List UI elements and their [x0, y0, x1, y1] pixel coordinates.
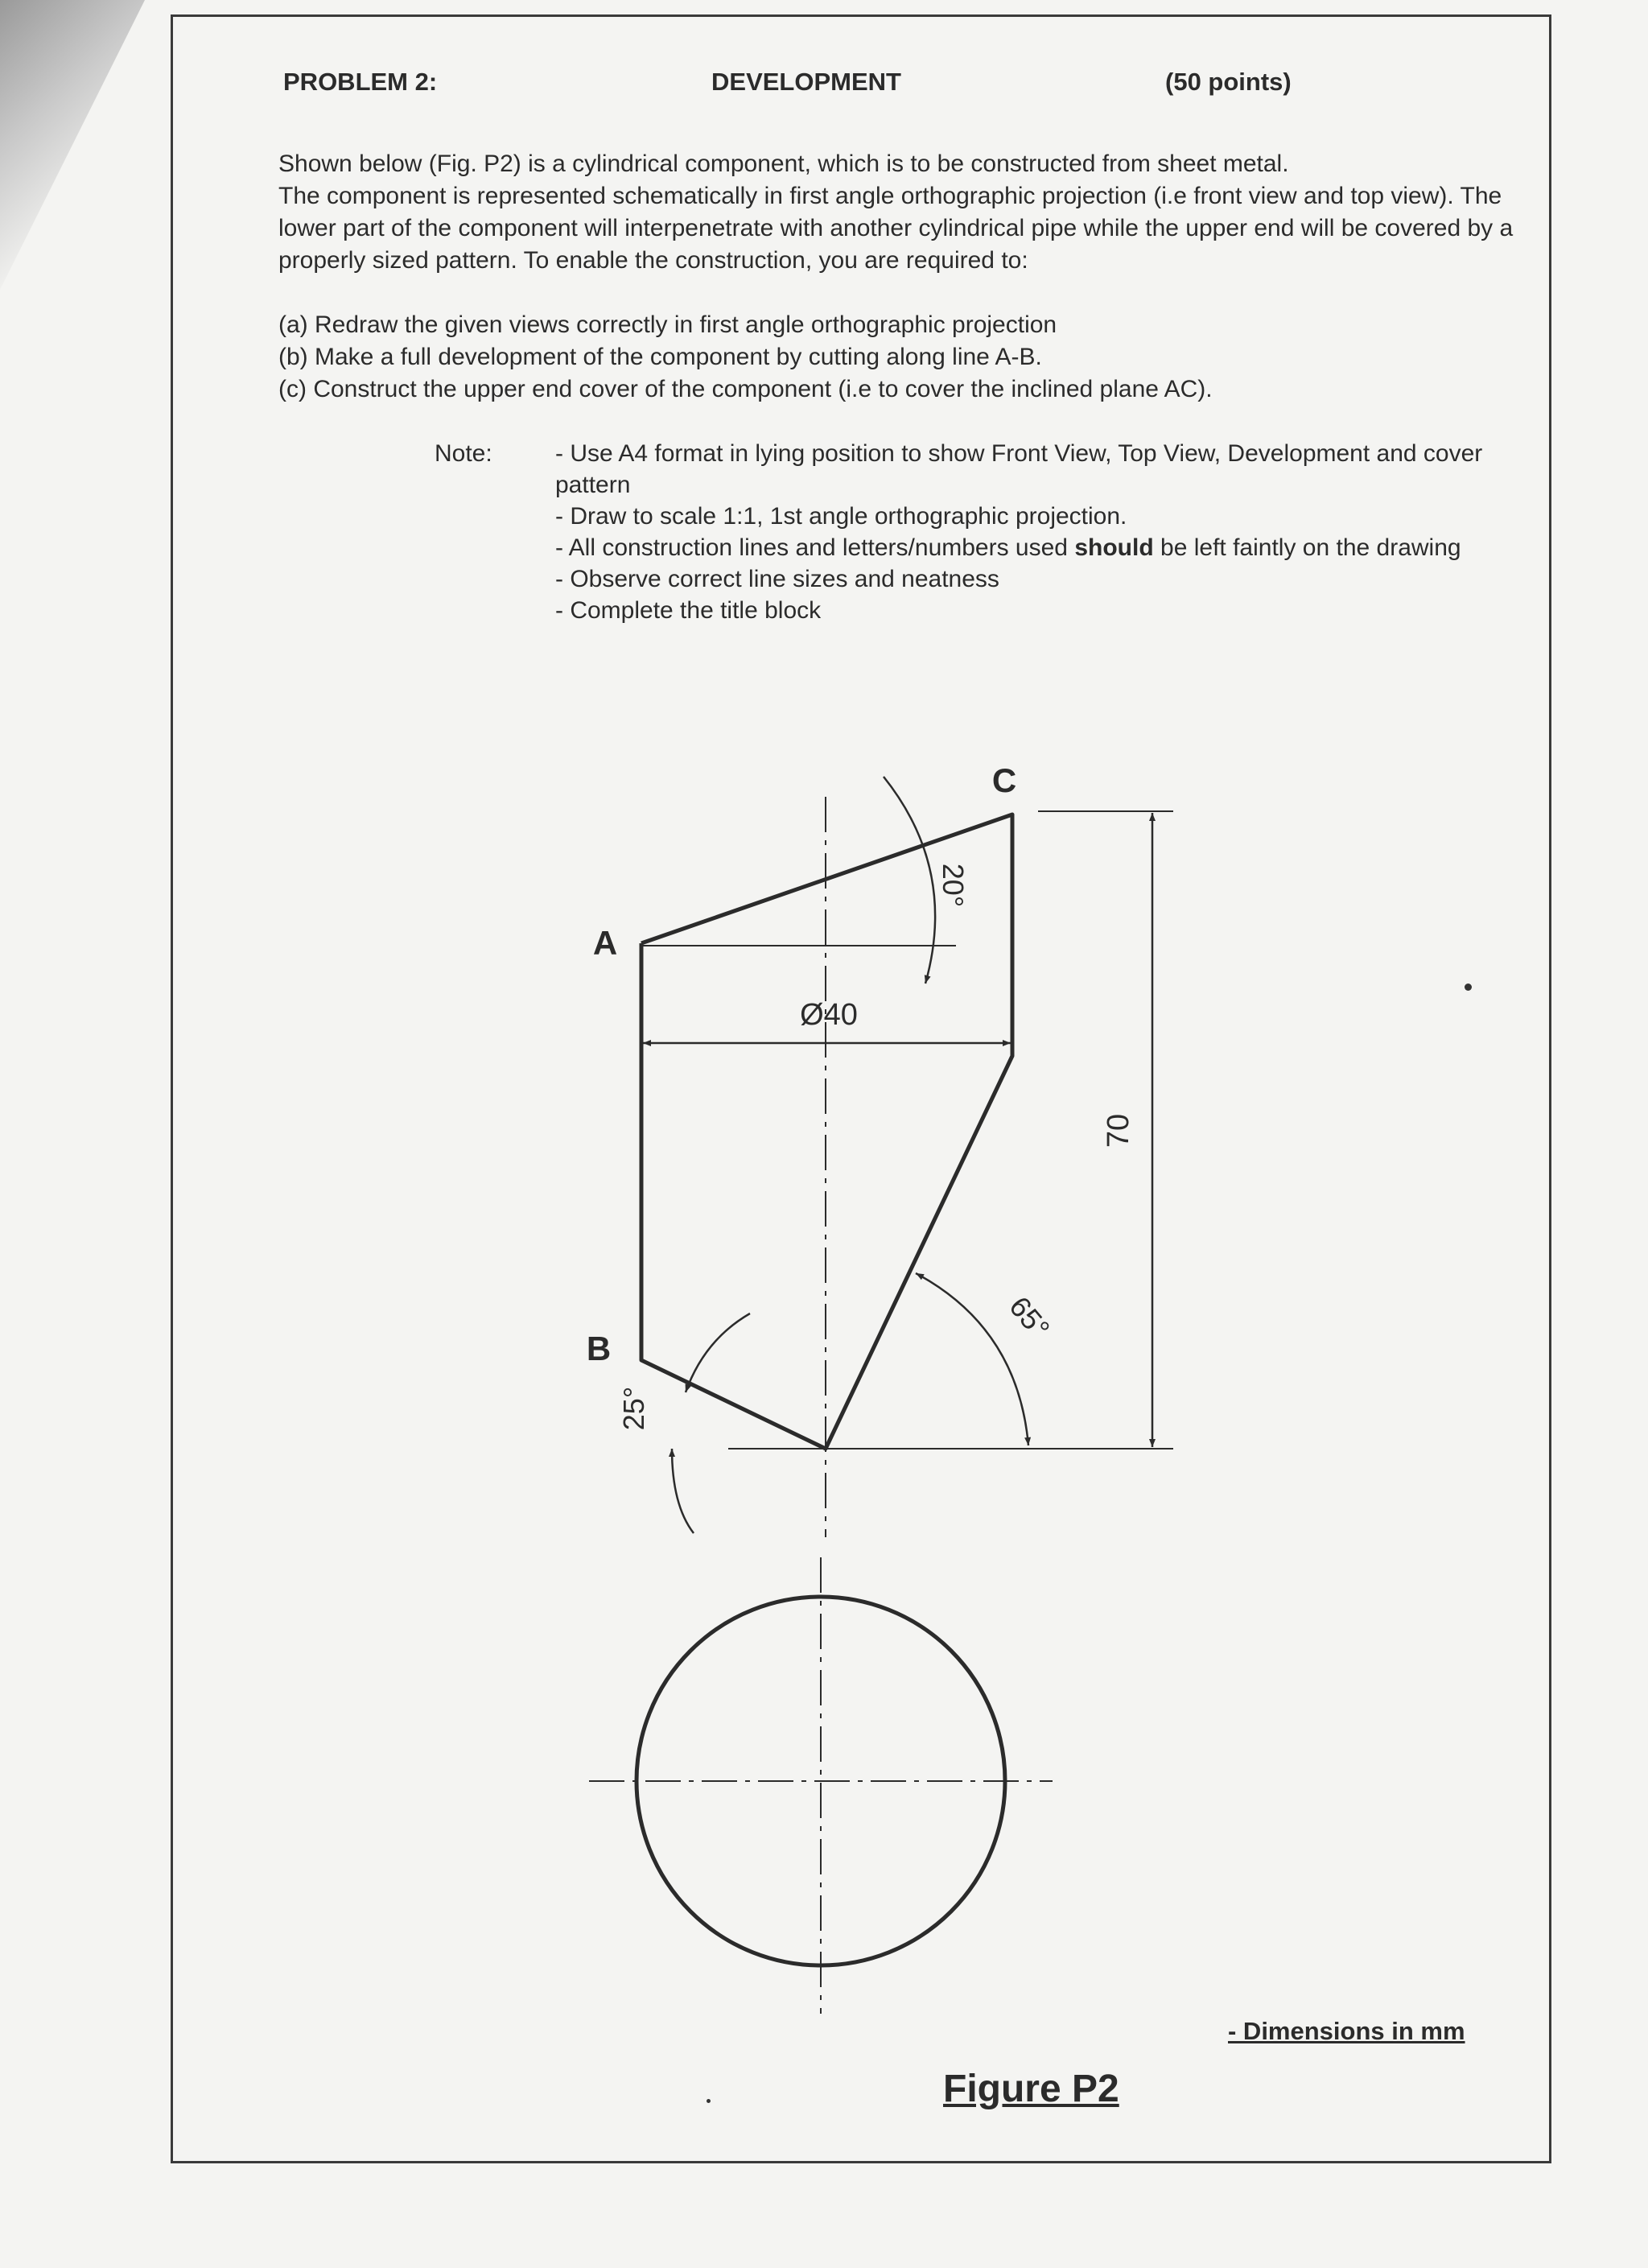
angle-arc-bottom-lower	[672, 1449, 694, 1533]
angle-arc-bottom-upper	[686, 1313, 750, 1392]
task-c: (c) Construct the upper end cover of the component (i.e to cover the inclined plane AC).	[278, 376, 1213, 402]
angle-arc-top	[884, 777, 935, 983]
point-label-c: C	[991, 761, 1017, 799]
angle-label-top: 20°	[937, 863, 970, 908]
angle-label-right: 65°	[1003, 1289, 1057, 1345]
task-a: (a) Redraw the given views correctly in first angle orthographic projection	[278, 311, 1057, 338]
problem-topic: DEVELOPMENT	[711, 68, 901, 96]
intro-line-2: The component is represented schematically in first angle orthographic projection (i.e front view and top view). The lower part of the component will interpenetrate with another cylindrical pipe while the upper end will be covered by a properly sized pattern. To enable the construction, you are required to:	[278, 183, 1514, 274]
note-text: - All construction lines and letters/numbers used	[555, 534, 1068, 561]
note-label: Note:	[435, 440, 492, 467]
note-item: - Use A4 format in lying position to show Front View, Top View, Development and cover pattern	[555, 440, 1483, 498]
height-dimension-label: 70	[1102, 1113, 1135, 1148]
note-item: - Draw to scale 1:1, 1st angle orthographic projection.	[555, 503, 1127, 530]
note-text: be left faintly on the drawing	[1160, 534, 1461, 561]
problem-number: PROBLEM 2:	[283, 68, 438, 96]
dimensions-note: - Dimensions in mm	[1228, 2017, 1465, 2045]
point-label-a: A	[592, 924, 618, 962]
angle-arc-right	[916, 1273, 1028, 1445]
note-emphasis: should	[1074, 534, 1154, 561]
diameter-label: Ø40	[800, 998, 858, 1032]
problem-points: (50 points)	[1165, 68, 1292, 96]
point-label-b: B	[586, 1330, 612, 1367]
scan-speck	[707, 2099, 711, 2103]
intro-line-1: Shown below (Fig. P2) is a cylindrical component, which is to be constructed from sheet metal.	[278, 151, 1289, 177]
figure-title: Figure P2	[943, 2068, 1119, 2110]
note-item: - Complete the title block	[555, 597, 822, 624]
task-b: (b) Make a full development of the component by cutting along line A-B.	[278, 344, 1042, 370]
angle-label-bottom: 25°	[617, 1386, 650, 1431]
scan-speck	[1465, 983, 1472, 991]
note-item: - Observe correct line sizes and neatness	[555, 566, 999, 592]
front-view-outline	[641, 814, 1012, 1449]
